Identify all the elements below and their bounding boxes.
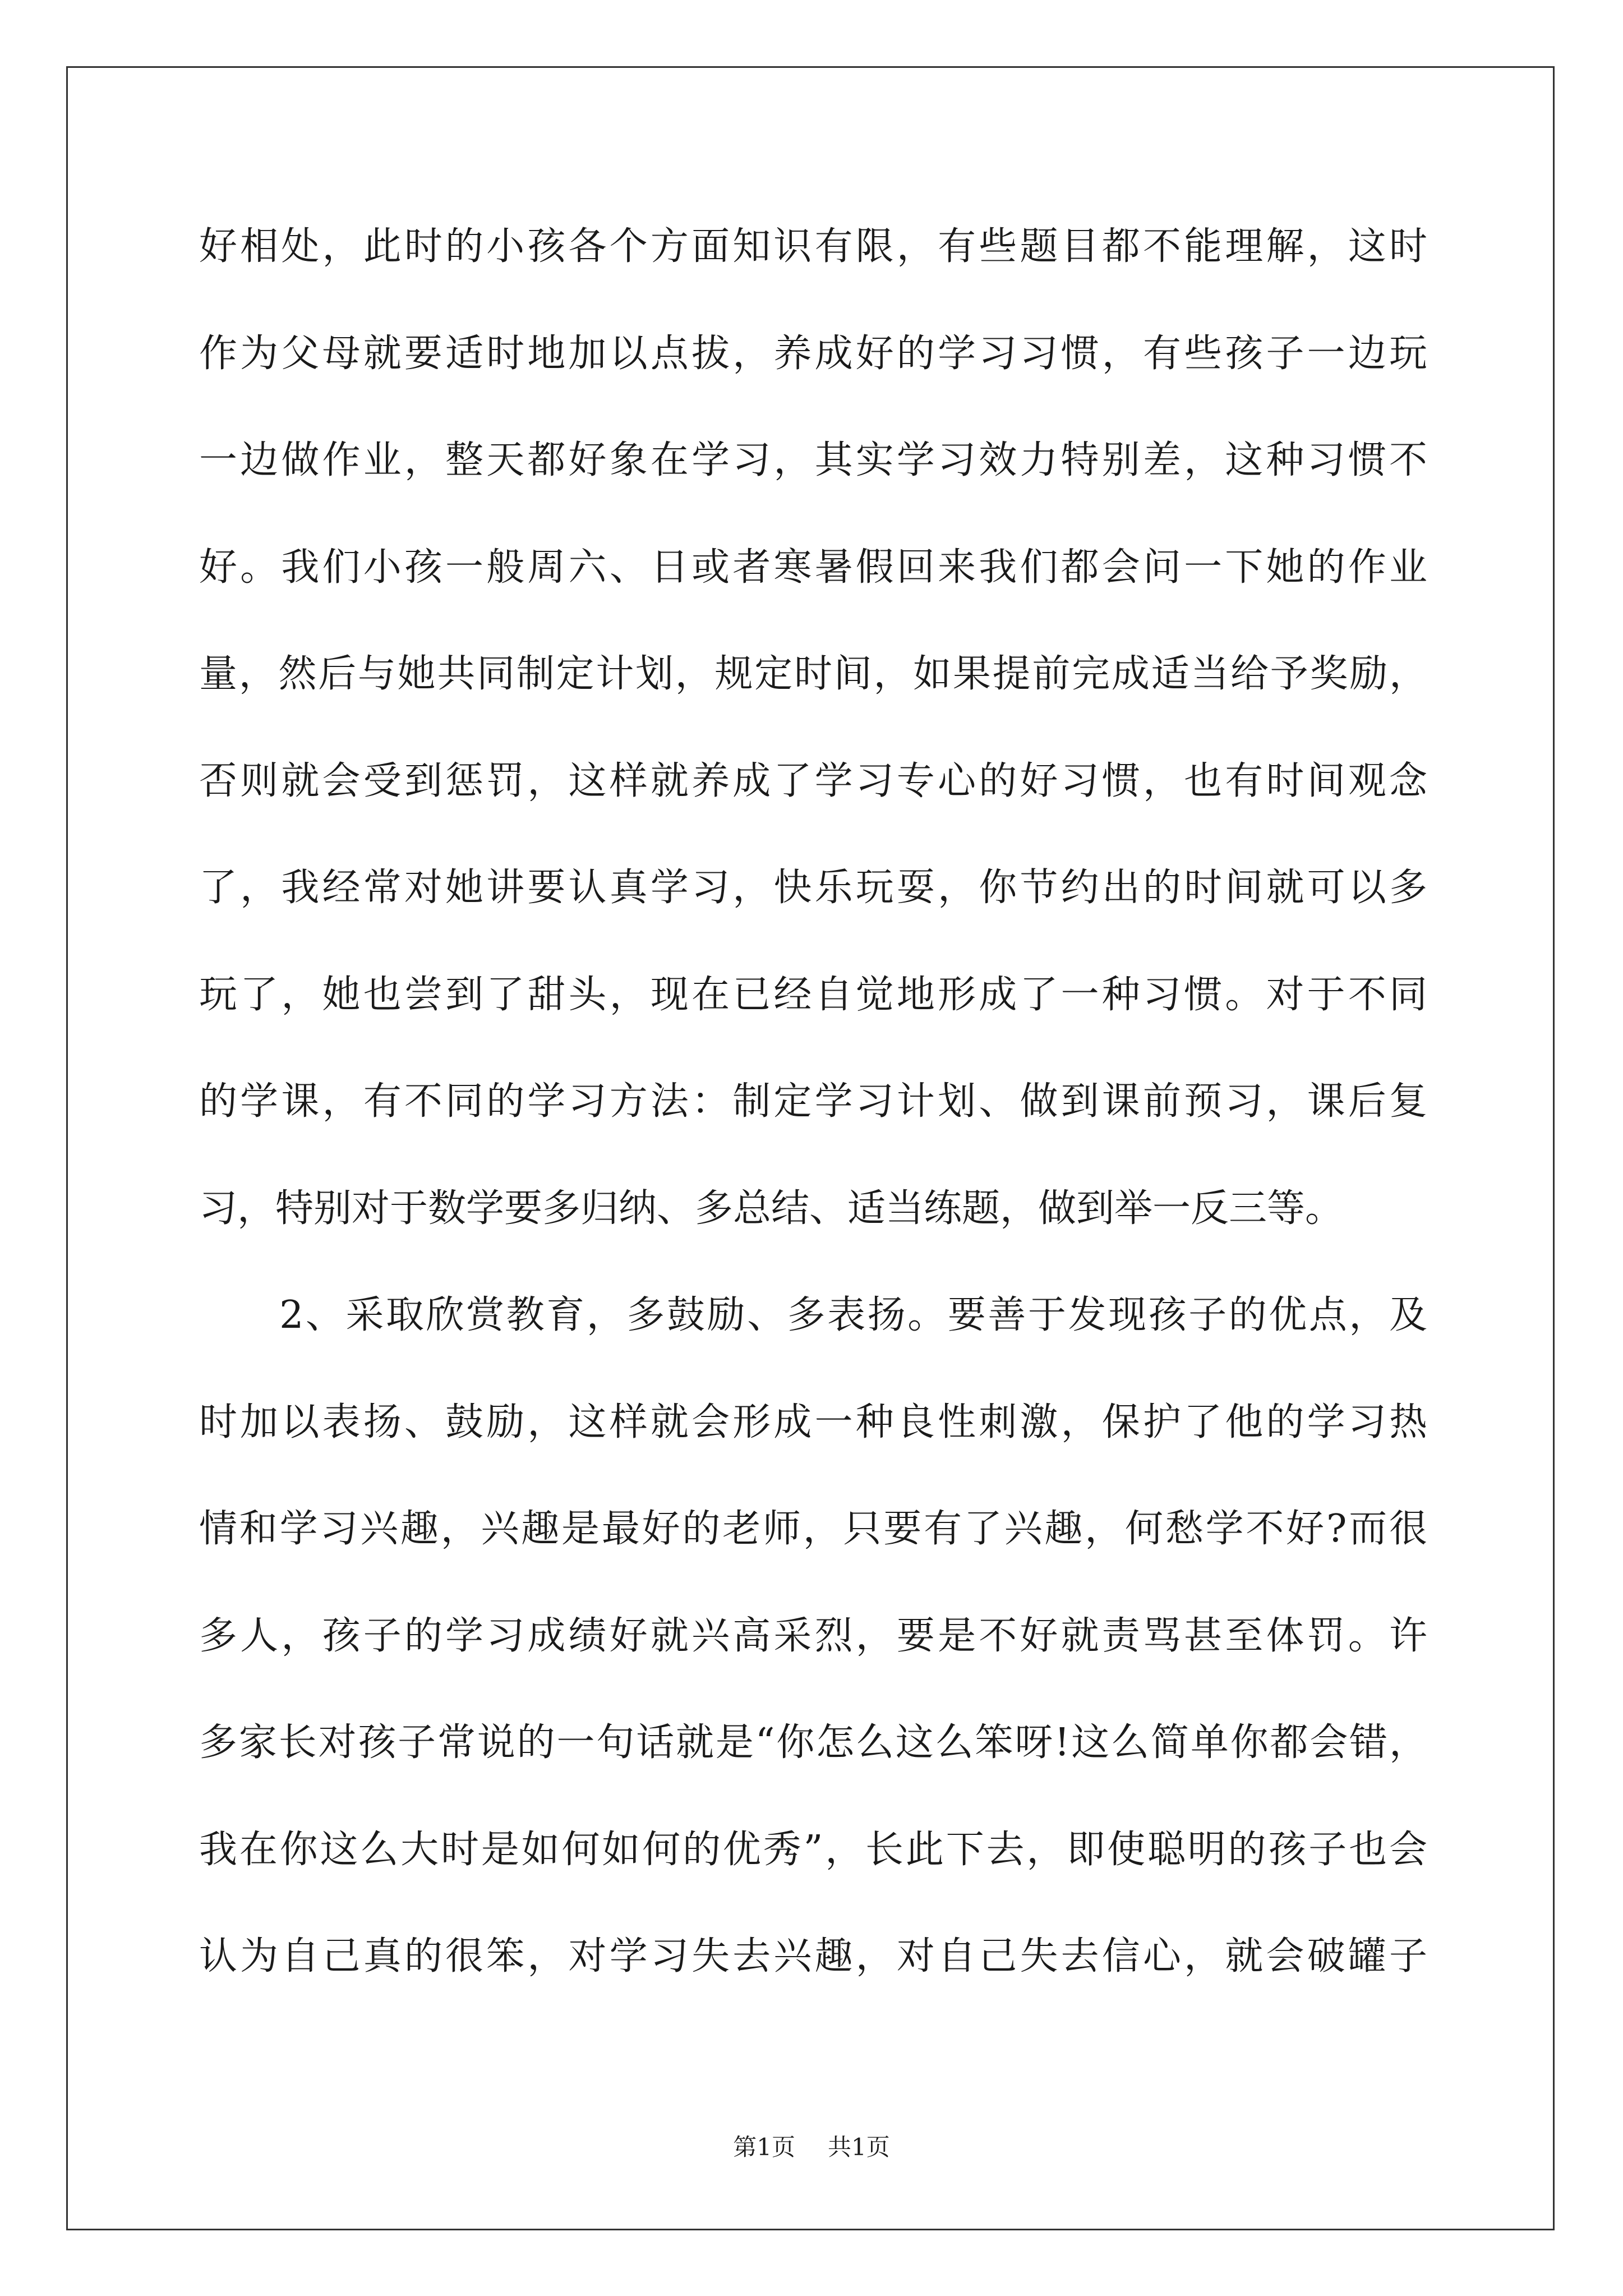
document-body: [199, 213, 1427, 2030]
text-line: 作为父母就要适时地加以点拔，养成好的学习习惯，有些孩子一边玩: [199, 331, 1427, 376]
text-line: 认为自己真的很笨，对学习失去兴趣，对自己失去信心，就会破罐子: [199, 1934, 1427, 1978]
text-line-paragraph-end: 习，特别对于数学要多归纳、多总结、适当练题，做到举一反三等。: [199, 1186, 1344, 1231]
text-line: 多人，孩子的学习成绩好就兴高采烈，要是不好就责骂甚至体罚。许: [199, 1613, 1427, 1658]
text-line: 了，我经常对她讲要认真学习，快乐玩耍，你节约出的时间就可以多: [199, 866, 1427, 910]
text-line: 时加以表扬、鼓励，这样就会形成一种良性刺激，保护了他的学习热: [199, 1400, 1427, 1444]
text-line: 否则就会受到惩罚，这样就养成了学习专心的好习惯，也有时间观念: [199, 758, 1427, 803]
text-line: 玩了，她也尝到了甜头，现在已经自觉地形成了一种习惯。对于不同: [199, 972, 1427, 1017]
text-line: 的学课，有不同的学习方法：制定学习计划、做到课前预习，课后复: [199, 1079, 1427, 1124]
text-line: 多家长对孩子常说的一句话就是“你怎么这么笨呀!这么简单你都会错，: [199, 1720, 1427, 1765]
page-number: 第1页: [733, 2133, 795, 2161]
text-line: 好。我们小孩一般周六、日或者寒暑假回来我们都会问一下她的作业: [199, 545, 1427, 590]
text-line: 量，然后与她共同制定计划，规定时间，如果提前完成适当给予奖励，: [199, 652, 1427, 696]
page-total: 共1页: [828, 2133, 890, 2161]
page-footer: [0, 2131, 1623, 2164]
text-line: 一边做作业，整天都好象在学习，其实学习效力特别差，这种习惯不: [199, 438, 1427, 482]
text-line: 情和学习兴趣，兴趣是最好的老师，只要有了兴趣，何愁学不好?而很: [199, 1507, 1427, 1551]
text-line-paragraph-start: 2、采取欣赏教育，多鼓励、多表扬。要善于发现孩子的优点，及: [199, 1293, 1427, 1337]
text-line: 好相处，此时的小孩各个方面知识有限，有些题目都不能理解，这时: [199, 224, 1427, 269]
text-line: 我在你这么大时是如何如何的优秀”，长此下去，即使聪明的孩子也会: [199, 1827, 1427, 1872]
